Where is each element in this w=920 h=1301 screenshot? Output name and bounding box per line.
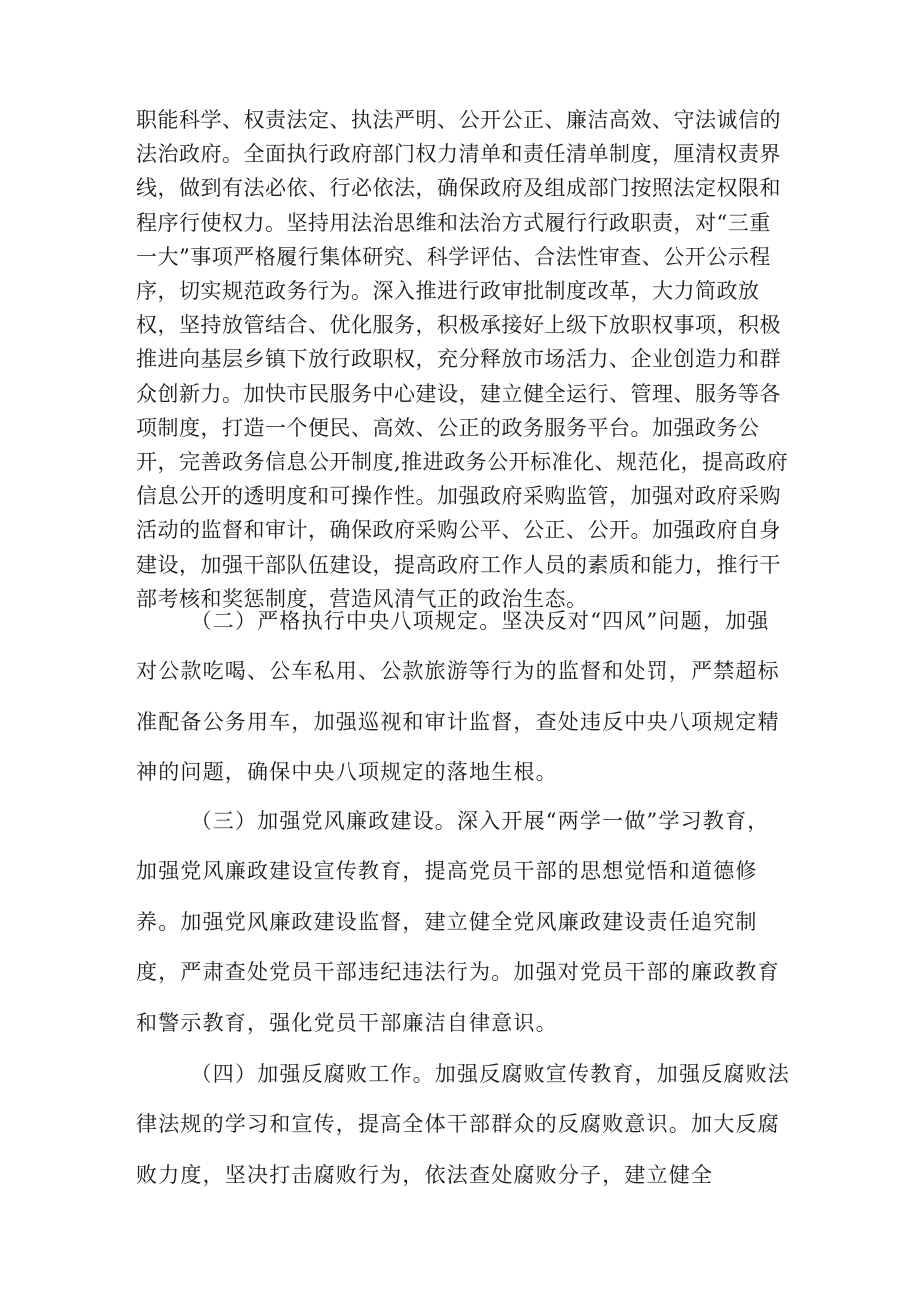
paragraph-section-2: （二）严格执行中央八项规定。坚决反对“四风”问题，加强对公款吃喝、公车私用、公款旅游等行为的监督和处罚，严禁超标准配备公务用车，加强巡视和审计监督，查处违反中央八项规定精神的问题，确保中央八项规定的落地生根。 [136, 609, 780, 785]
paragraph-section-3: （三）加强党风廉政建设。深入开展“两学一做”学习教育，加强党风廉政建设宣传教育，提高党员干部的思想觉悟和道德修养。加强党风廉政建设监督，建立健全党风廉政建设责任追究制度，严肃查处党员干部违纪违法行为。加强对党员干部的廉政教育和警示教育，强化党员干部廉洁自律意识。 [136, 809, 780, 1035]
paragraph-continuation: 职能科学、权责法定、执法严明、公开公正、廉洁高效、守法诚信的法治政府。全面执行政府部门权力清单和责任清单制度，厘清权责界线，做到有法必依、行必依法，确保政府及组成部门按照法定权限和程序行使权力。坚持用法治思维和法治方式履行行政职责，对“三重一大”事项严格履行集体研究、科学评估、合法性审查、公开公示程序，切实规范政务行为。深入推进行政审批制度改革，大力简政放权，坚持放管结合、优化服务，积极承接好上级下放职权事项，积极推进向基层乡镇下放行政职权，充分释放市场活力、企业创造力和群众创新力。加快市民服务中心建设，建立健全运行、管理、服务等各项制度，打造一个便民、高效、公正的政务服务平台。加强政务公开，完善政务信息公开制度,推进政务公开标准化、规范化，提高政府信息公开的透明度和可操作性。加强政府采购监管，加强对政府采购活动的监督和审计，确保政府采购公平、公正、公开。加强政府自身建设，加强干部队伍建设，提高政府工作人员的素质和能力，推行干部考核和奖惩制度，营造风清气正的政治生态。 [136, 108, 789, 611]
paragraph-section-4: （四）加强反腐败工作。加强反腐败宣传教育，加强反腐败法律法规的学习和宣传，提高全体干部群众的反腐败意识。加大反腐败力度，坚决打击腐败行为，依法查处腐败分子，建立健全 [136, 1062, 790, 1187]
